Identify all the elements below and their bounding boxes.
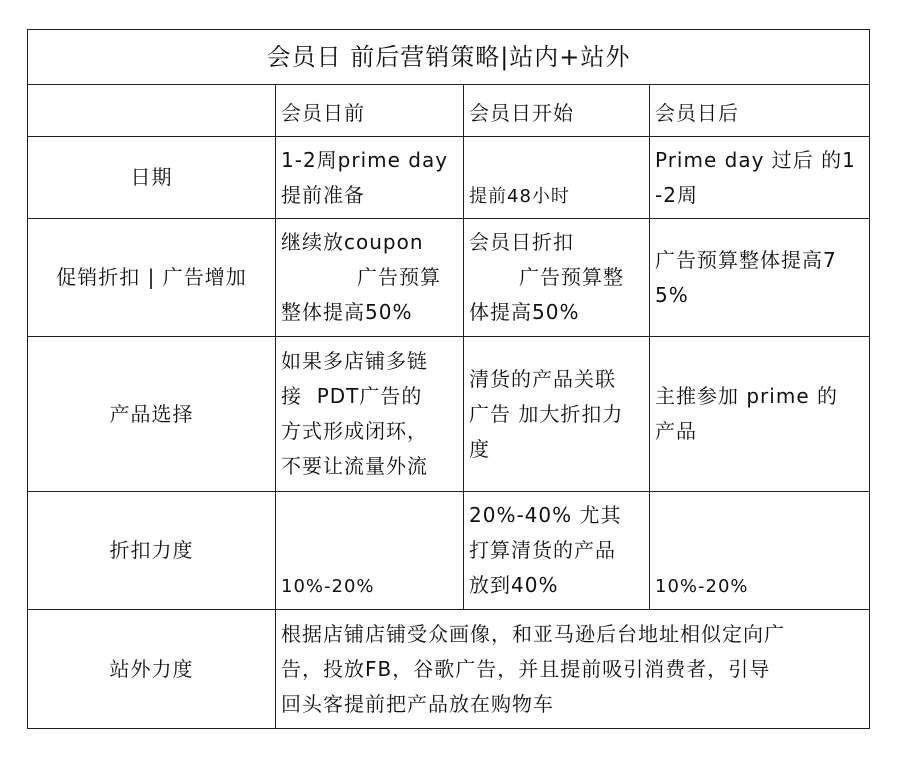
corner-cell — [28, 85, 276, 137]
strategy-table — [27, 29, 870, 729]
cell-line: 1-2周prime day — [281, 147, 449, 172]
cell-date-start — [464, 137, 650, 219]
cell-date-before — [276, 137, 464, 219]
cell-line: 根据店铺店铺受众画像，和亚马逊后台地址相似定向广 — [281, 621, 785, 646]
cell-discount-after — [650, 492, 870, 610]
header-start: 会员日开始 — [464, 85, 650, 137]
cell-product-start — [464, 337, 650, 492]
cell-line: 主推参加 prime 的 — [655, 384, 838, 408]
cell-promo-before — [276, 219, 464, 337]
cell-line: 10%-20% — [655, 576, 749, 597]
cell-line: 放到40% — [469, 573, 559, 597]
cell-line: 接 PDT广告的 — [281, 384, 423, 408]
table-title: 会员日 前后营销策略|站内+站外 — [28, 30, 870, 85]
title-row — [28, 30, 870, 85]
cell-line: 整体提高50% — [281, 300, 413, 324]
row-discount — [28, 492, 870, 610]
row-promo — [28, 219, 870, 337]
row-offsite — [28, 610, 870, 729]
cell-line: 广告 加大折扣力 — [469, 401, 624, 426]
cell-line: 20%-40% 尤其 — [469, 503, 622, 527]
row-date — [28, 137, 870, 219]
cell-line: 如果多店铺多链 — [281, 349, 428, 373]
header-row — [28, 85, 870, 137]
cell-line: 方式形成闭环， — [281, 419, 428, 443]
cell-discount-before — [276, 492, 464, 610]
cell-line: 继续放coupon — [281, 230, 424, 254]
header-after: 会员日后 — [650, 85, 870, 137]
row-label-discount: 折扣力度 — [28, 492, 276, 610]
header-before: 会员日前 — [276, 85, 464, 137]
cell-offsite-content — [276, 610, 870, 729]
cell-line: 广告预算 — [357, 265, 441, 289]
cell-discount-start — [464, 492, 650, 610]
row-label-offsite: 站外力度 — [28, 610, 276, 729]
cell-line: 不要让流量外流 — [281, 454, 428, 478]
row-label-promo: 促销折扣 | 广告增加 — [28, 219, 276, 337]
cell-line: 提前48小时 — [469, 186, 570, 207]
cell-line: 回头客提前把产品放在购物车 — [281, 691, 554, 716]
cell-line: -2周 — [655, 182, 698, 207]
cell-promo-after — [650, 219, 870, 337]
cell-line: 度 — [469, 436, 490, 461]
cell-line: 5% — [655, 282, 689, 307]
cell-line: 告，投放FB，谷歌广告，并且提前吸引消费者，引导 — [281, 656, 771, 681]
cell-product-after — [650, 337, 870, 492]
cell-line: 广告预算整体提高7 — [655, 247, 837, 272]
cell-line: 10%-20% — [281, 576, 375, 597]
row-label-product: 产品选择 — [28, 337, 276, 492]
row-product — [28, 337, 870, 492]
cell-promo-start — [464, 219, 650, 337]
cell-line: 会员日折扣 — [469, 230, 574, 254]
cell-line: 体提高50% — [469, 300, 580, 324]
cell-line: 打算清货的产品 — [469, 538, 616, 562]
cell-line: 清货的产品关联 — [469, 366, 616, 391]
cell-product-before — [276, 337, 464, 492]
cell-date-after — [650, 137, 870, 219]
cell-line: 提前准备 — [281, 182, 365, 207]
cell-line: Prime day 过后 的1 — [655, 147, 856, 172]
cell-line: 广告预算整 — [519, 265, 624, 289]
cell-line: 产品 — [655, 419, 697, 443]
row-label-date: 日期 — [28, 137, 276, 219]
